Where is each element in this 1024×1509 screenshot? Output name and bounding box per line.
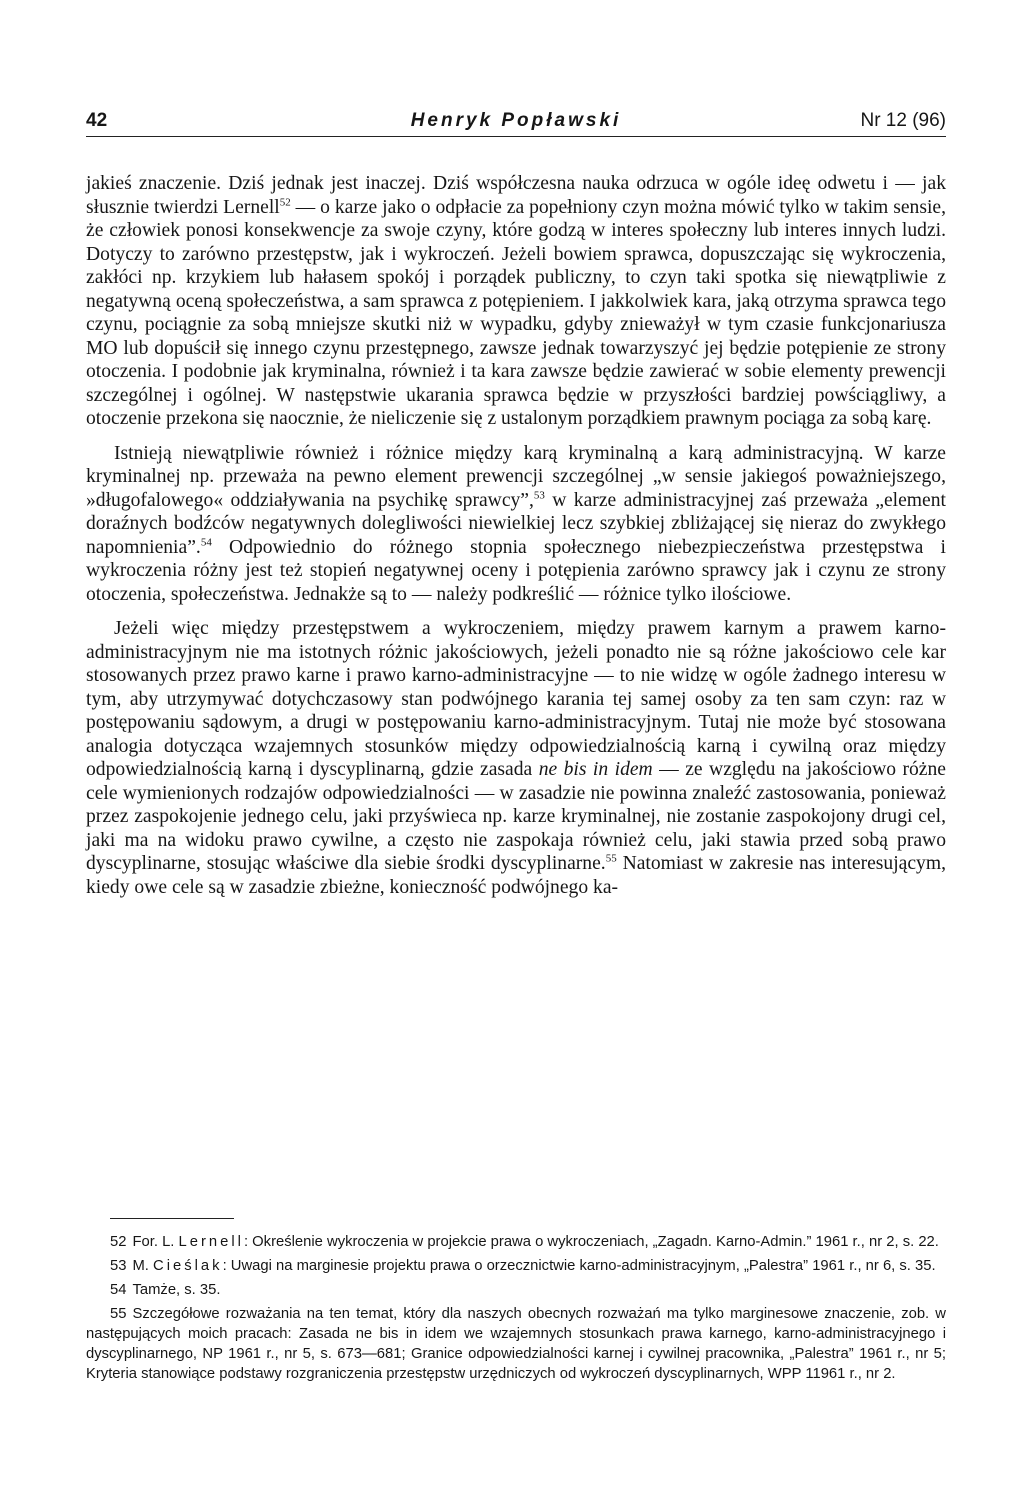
footnote-text: M. [132,1258,154,1274]
footnote-ref-54: 54 [200,535,212,548]
latin-maxim: ne bis in idem [538,759,653,780]
footnote-ref-55: 55 [605,852,617,865]
footnote-text: For. L. [132,1234,179,1250]
running-author: Henryk Popławski [410,110,622,131]
footnote-author: Lernell [178,1234,244,1250]
paragraph-3-text-b: — ze względu na jakościowo różne cele wymienionych rodzajów odpowiedzialności — w zasadzie nie powinna znaleźć zastosowania, ponieważ przez zaspokojenie jednego celu, jaki przyświeca np. karze kryminalnej, nie zostanie zaspokojony drugi cel, jaki ma na widoku prawo cywilne, a często nie zaspokaja również celu, jaki stawia przed sobą prawo dyscyplinarne, stosując właściwe dla siebie środki dyscyplinarne. [86,759,946,874]
footnote-ref-52: 52 [279,195,291,208]
footnote-number: 53 [110,1258,127,1274]
footnote-54 [86,1280,946,1300]
footnote-author: Cieślak [153,1258,223,1274]
footnote-text: : Uwagi na marginesie projektu prawa o orzecznictwie karno-administracyjnym, „Palestra” 1961 r., nr 6, s. 35. [222,1258,936,1274]
footnote-text: : Określenie wykroczenia w projekcie prawa o wykroczeniach, „Zagadn. Karno-Admin.” 1961 r., nr 2, s. 22. [243,1234,939,1250]
paragraph-2-text-b: w karze administracyjnej zaś przeważa „element doraźnych bodźców negatywnych dolegliwości niewielkiej lecz szybkiej zbliżającej się nieraz do zwykłego napomnienia”. [86,489,946,558]
page-number: 42 [86,110,108,131]
footnote-number: 55 [110,1306,127,1322]
paragraph-3-text-a: Jeżeli więc między przestępstwem a wykroczeniem, między prawem karnym a prawem karno-administracyjnym nie ma istotnych różnic jakościowych, jeżeli ponadto nie są różne jakościowo cele kar stosowanych przez prawo karne i prawo karno-administracyjne — to nie widzę w ogóle żadnego interesu w tym, aby utrzymywać dotychczasowy stan podwójnego karania tej samej osoby za ten sam czyn: raz w postępowaniu sądowym, a drugi w postępowaniu karno-administracyjnym. Tutaj nie może być stosowana analogia dotycząca wzajemnych stosunków między odpowiedzialnością karną i cywilną oraz między odpowiedzialnością karną i dyscyplinarną, gdzie zasada [86,618,946,780]
paragraph-1 [86,172,946,431]
footnote-text: Szczegółowe rozważania na ten temat, który dla naszych obecnych rozważań ma tylko marginesowe znaczenie, zob. w następujących moich pracach: Zasada ne bis in idem we wzajemnych stosunkach prawa karnego, karno-administracyjnego i dyscyplinarnego, NP 1961 r., nr 5, s. 673—681; Granice odpowiedzialności karnej i cywilnej pracownika, „Palestra” 1961 r., nr 5; Kryteria stanowiące podstawy rozgraniczenia przestępstw urzędniczych od wykroczeń dyscyplinarnych, WPP 11961 r., nr 2. [86,1306,946,1382]
paragraph-2-text-a: Istnieją niewątpliwie również i różnice między karą kryminalną a karą administracyjną. W karze kryminalnej np. przeważa na pewno element prewencji szczególnej „w sensie jakiegoś poważniejszego, »długofalowego« oddziaływania na psychikę sprawcy”, [86,442,946,511]
paragraph-2-text-c: Odpowiednio do różnego stopnia społecznego niebezpieczeństwa przestępstwa i wykroczenia różny jest też stopień negatywnej oceny i potępienia zarówno sprawcy jak i czynu ze strony otoczenia, społeczeństwa. Jednakże są to — należy podkreślić — różnice tylko ilościowe. [86,536,946,605]
footnote-55 [86,1304,946,1384]
footnote-number: 52 [110,1234,127,1250]
footnote-52 [86,1232,946,1252]
footnote-text: Tamże, s. 35. [132,1282,221,1298]
footnotes [86,1232,946,1388]
paragraph-1-text-b: — o karze jako o odpłacie za popełniony czyn można mówić tylko w takim sensie, że człowiek ponosi konsekwencje za swoje czyny, które godzą w interes społeczny lub interes innych ludzi. Dotyczy to zarówno przestępstw, jak i wykroczeń. Jeżeli bowiem sprawca, dopuszczając się wykroczenia, zakłóci np. krzykiem lub hałasem spokój i porządek publiczny, to czyn taki spotka się niewątpliwie z negatywną oceną społeczeństwa, a sam sprawca z potępieniem. I jakkolwiek kara, jaką otrzyma sprawca tego czynu, pociągnie za sobą mniejsze skutki niż w wypadku, gdyby znieważył w tym czasie funkcjonariusza MO lub dopuścił się innego czynu przestępnego, zawsze jednak towarzyszyć jej będzie potępienie ze strony otoczenia. I podobnie jak kryminalna, również i ta kara zawsze będzie zawierać w sobie elementy prewencji szczególnej i ogólnej. W następstwie ukarania sprawca będzie w przyszłości bardziej powściągliwy, a otoczenie przekona się naocznie, że nieliczenie się z ustalonym porządkiem prawnym pociąga za sobą karę. [86,196,946,429]
running-header [86,104,946,137]
paragraph-3-text-c: Natomiast w zakresie nas interesującym, kiedy owe cele są w zasadzie zbieżne, konieczność podwójnego ka- [86,853,946,898]
footnote-ref-53: 53 [533,488,545,501]
main-text [86,172,946,899]
footnote-53 [86,1256,946,1276]
issue-number: Nr 12 (96) [860,110,946,131]
paragraph-3 [86,617,946,899]
footnote-divider [110,1218,234,1219]
footnote-number: 54 [110,1282,127,1298]
paragraph-2 [86,442,946,607]
paragraph-1-text-a: jakieś znaczenie. Dziś jednak jest inaczej. Dziś współczesna nauka odrzuca w ogóle ideę odwetu i — jak słusznie twierdzi Lernell [86,173,946,218]
